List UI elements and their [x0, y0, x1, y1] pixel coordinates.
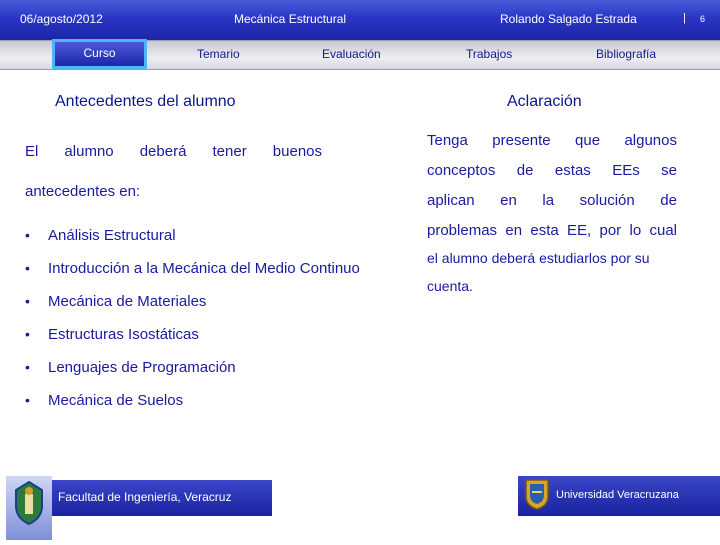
list-item-text: Lenguajes de Programación — [48, 359, 236, 376]
university-crest-icon — [524, 478, 550, 510]
footer-university-name: Universidad Veracruzana — [556, 489, 679, 501]
list-item — [22, 352, 362, 383]
list-item-text: Introducción a la Mecánica del Medio Continuo — [48, 260, 360, 277]
footer-university — [518, 476, 720, 516]
header-bar — [0, 0, 720, 40]
footer-faculty — [0, 476, 272, 540]
list-item-text: Estructuras Isostáticas — [48, 326, 199, 343]
antecedentes-list — [22, 220, 362, 418]
list-item-text: Mecánica de Suelos — [48, 392, 184, 409]
bullet-icon: • — [25, 392, 30, 408]
nav-evaluacion[interactable]: Evaluación — [322, 47, 381, 61]
bullet-icon: • — [25, 326, 30, 342]
nav-temario[interactable]: Temario — [197, 47, 240, 61]
list-item — [22, 253, 362, 284]
header-separator: | — [683, 12, 686, 24]
header-author: Rolando Salgado Estrada — [500, 12, 637, 26]
aclaracion-line: Tenga presente que algunos — [427, 132, 677, 149]
aclaracion-line: aplican en la solución de — [427, 192, 677, 209]
list-item — [22, 385, 362, 416]
aclaracion-line: conceptos de estas EEs se — [427, 162, 677, 179]
bullet-icon: • — [25, 227, 30, 243]
list-item — [22, 319, 362, 350]
list-item — [22, 286, 362, 317]
nav-trabajos[interactable]: Trabajos — [466, 47, 513, 61]
faculty-logo-icon — [6, 476, 52, 540]
header-date: 06/agosto/2012 — [20, 12, 103, 26]
nav-curso[interactable]: Curso — [52, 39, 147, 69]
aclaracion-text — [427, 126, 677, 300]
list-item-text: Mecánica de Materiales — [48, 293, 207, 310]
section-heading-aclaracion: Aclaración — [507, 93, 582, 110]
antecedentes-intro: El alumno deberá tener buenos antecedentes en: — [25, 143, 322, 200]
header-course-title: Mecánica Estructural — [234, 12, 347, 26]
aclaracion-tail: el alumno deberá estudiarlos por su cuenta. — [427, 250, 650, 294]
page-number: 6 — [700, 14, 706, 24]
bullet-icon: • — [25, 293, 30, 309]
footer-faculty-name: Facultad de Ingeniería, Veracruz — [58, 490, 232, 504]
aclaracion-line: problemas en esta EE, por lo cual — [427, 222, 677, 239]
nav-bibliografia[interactable]: Bibliografía — [596, 47, 657, 61]
footer-faculty-band — [52, 480, 272, 516]
list-item — [22, 220, 362, 251]
bullet-icon: • — [25, 359, 30, 375]
bullet-icon: • — [25, 260, 30, 276]
list-item-text: Análisis Estructural — [48, 227, 176, 244]
section-heading-antecedentes: Antecedentes del alumno — [55, 93, 236, 110]
